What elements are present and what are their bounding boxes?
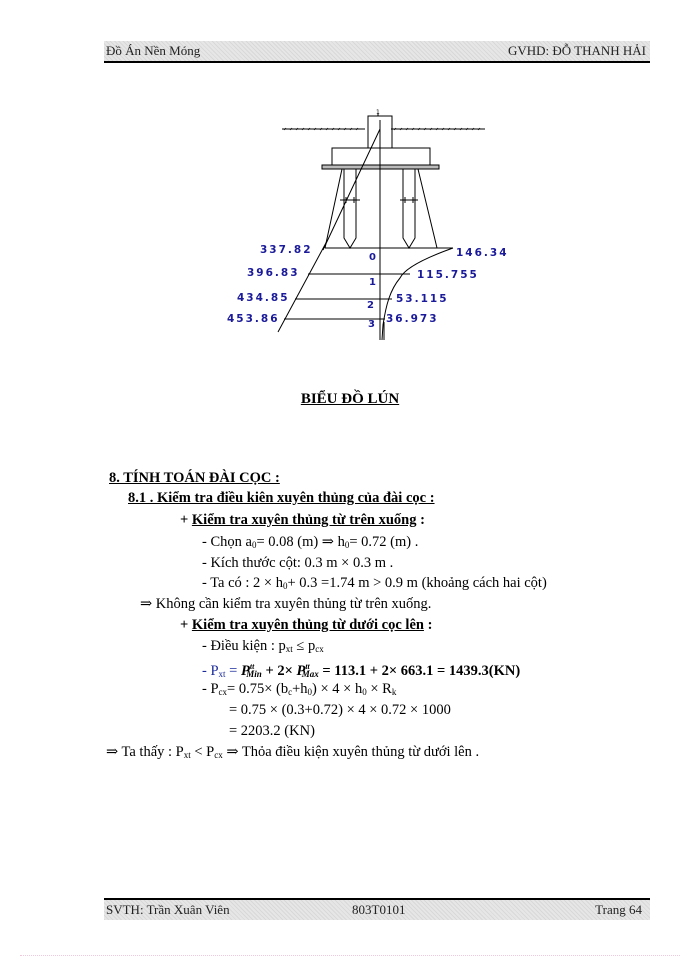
svg-text:1: 1 — [376, 109, 380, 116]
footer-page-number: Trang 64 — [595, 902, 642, 917]
header-course-title: Đồ Án Nền Móng — [106, 43, 201, 58]
header-advisor: GVHD: ĐỖ THANH HẢI — [507, 43, 646, 58]
settlement-diagram — [220, 100, 520, 340]
svg-text:396.83: 396.83 — [247, 267, 300, 279]
svg-text:146.34: 146.34 — [456, 247, 509, 259]
page-break-line — [20, 955, 680, 956]
footer-student: SVTH: Trần Xuân Viên — [106, 902, 230, 917]
line-pcx-formula: - $P_{cx}= 0.75\times (b_c+h_0) \times 4 \times h_0 \times R_k$ — [202, 681, 397, 697]
check-top-heading: + Kiểm tra xuyên thủng từ trên xuống : — [180, 512, 425, 528]
svg-text:434.85: 434.85 — [237, 292, 290, 304]
svg-text:2: 2 — [367, 300, 374, 311]
check-bottom-heading: + Kiểm tra xuyên thủng từ dưới cọc lên : — [180, 617, 433, 633]
pile-cap — [332, 148, 430, 165]
line-pcx-result: = 2203.2 (KN) — [229, 723, 315, 739]
subsection-title: 8.1 . Kiểm tra điều kiên xuyên thủng của đài cọc : — [128, 490, 435, 506]
page-footer — [104, 898, 650, 920]
piles — [340, 169, 418, 248]
diagram-caption: BIỂU ĐỒ LÚN — [300, 391, 400, 407]
svg-text:337.82: 337.82 — [260, 244, 313, 256]
line-pcx-substituted: = 0.75 × (0.3+0.72) × 4 × 0.72 × 1000 — [229, 702, 451, 718]
section-title: 8. TÍNH TOÁN ĐÀI CỌC : — [109, 470, 280, 486]
line-chon-a0: - Chọn $a_0= 0.08$ (m) ⇒ $h_0= 0.72$ (m) . — [202, 534, 419, 550]
conclusion-bottom: ⇒ Ta thấy : $P_{xt} < P_{cx}$ ⇒ Thỏa điều kiện xuyên thủng từ dưới lên . — [106, 744, 480, 760]
page-header — [104, 41, 650, 63]
svg-text:0: 0 — [369, 252, 376, 263]
line-condition: - Điều kiện : $p_{xt} \le p_{cx}$ — [202, 638, 324, 654]
line-ta-co: - Ta có : $2 \times h_0+ 0.3 =1.74$ m > 0.9 m (khoảng cách hai cột) — [202, 575, 547, 591]
svg-text:53.115: 53.115 — [396, 293, 449, 305]
svg-text:1: 1 — [369, 277, 376, 288]
svg-text:453.86: 453.86 — [227, 313, 280, 325]
stress-diagonal — [323, 129, 380, 250]
svg-text:36.973: 36.973 — [386, 313, 439, 325]
line-column-size: - Kích thước cột: 0.3 m × 0.3 m . — [202, 555, 394, 571]
footer-student-id: 803T0101 — [352, 902, 406, 917]
ground-line — [282, 128, 485, 130]
svg-text:115.755: 115.755 — [417, 269, 479, 281]
line-pxt-formula: - $P_{xt} = P^{tt}_{Min} + 2\times P^{tt}_{Max} = 113.1 + 2\times 663.1 = 1439.3(KN)$ — [202, 662, 521, 679]
svg-text:3: 3 — [368, 319, 375, 330]
conclusion-top: ⇒ Không cần kiểm tra xuyên thủng từ trên xuống. — [140, 596, 432, 612]
